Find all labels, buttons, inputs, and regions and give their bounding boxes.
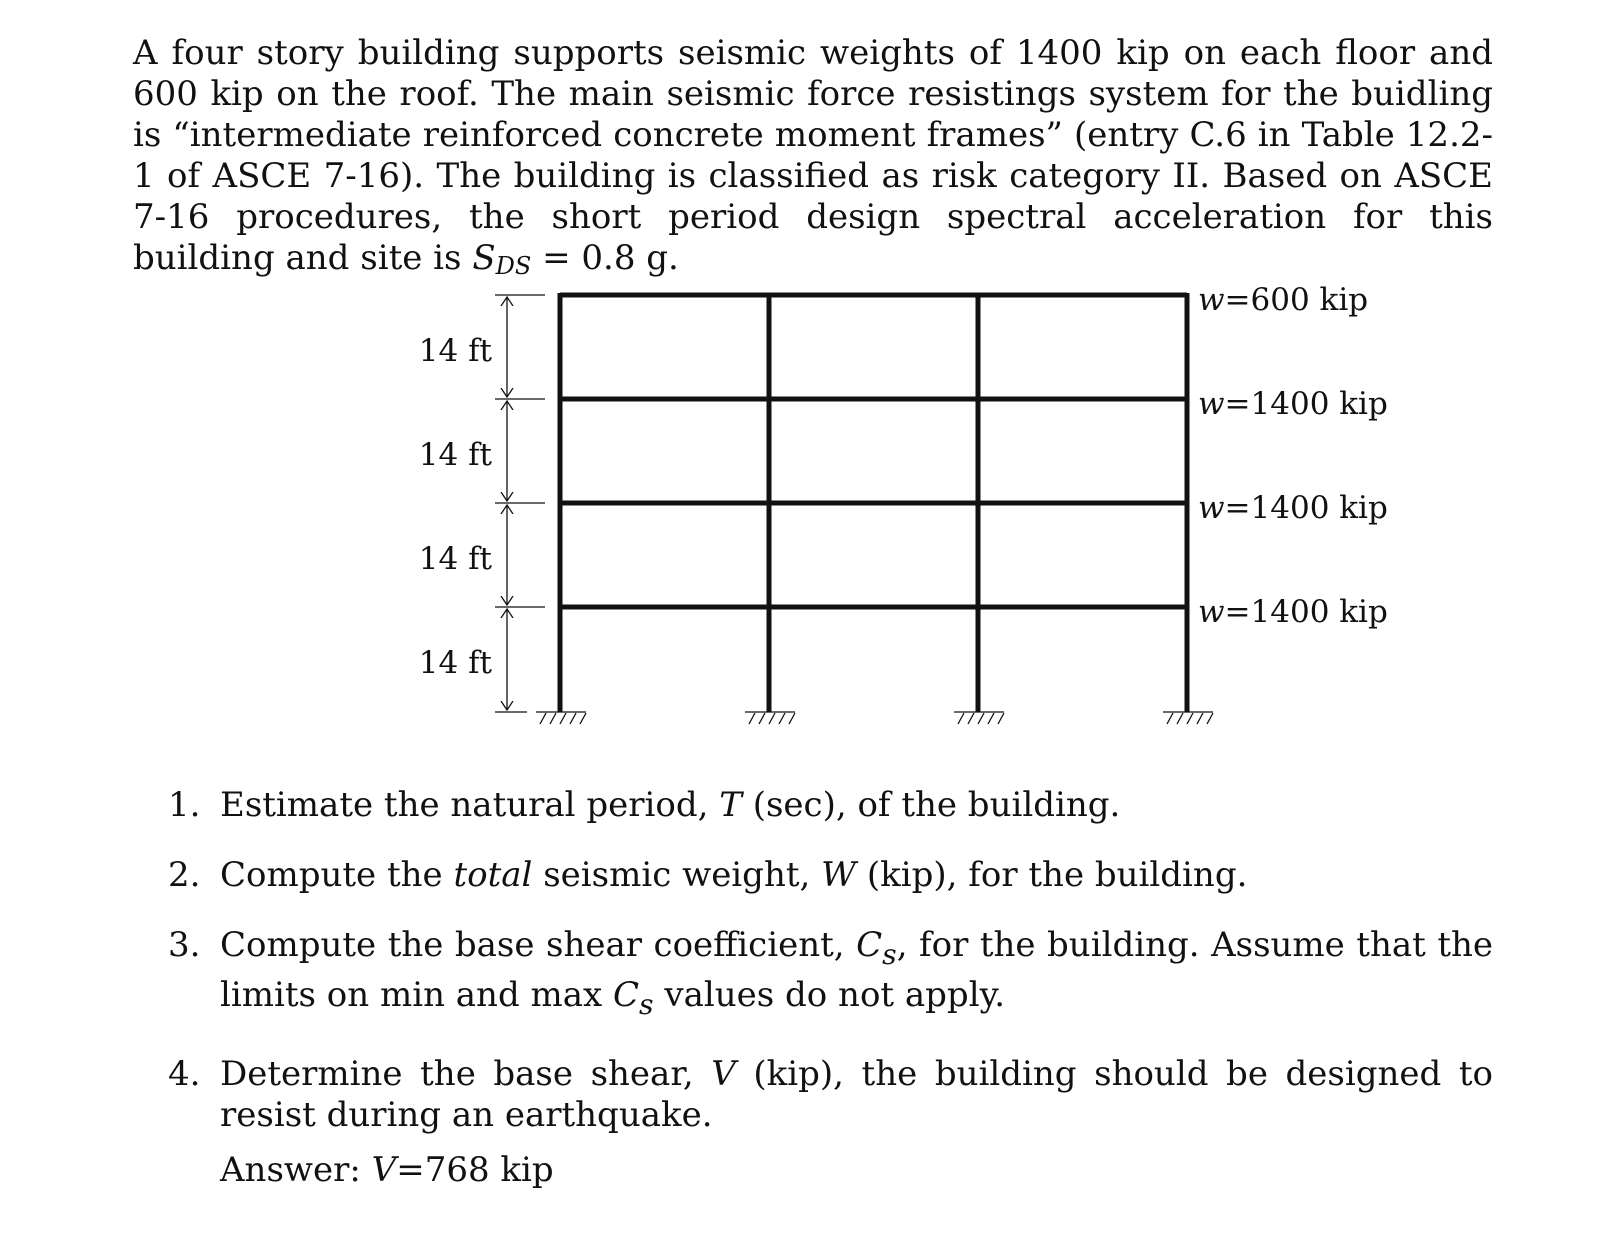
weight-symbol: w	[1198, 594, 1225, 630]
story-height-label: 14 ft	[418, 541, 492, 577]
question-text: , for the building. Assume that the limits on min and max	[220, 925, 1494, 1015]
weight-symbol: w	[1198, 490, 1225, 526]
answer-value: =768 kip	[396, 1149, 554, 1190]
shear-symbol: V	[711, 1053, 736, 1094]
question-number: 4.	[168, 1053, 201, 1094]
question-text: (kip), the building should be designed to resist during an earthquake.	[220, 1053, 1494, 1135]
sds-subscript: DS	[495, 252, 532, 280]
dimension-extension-lines	[495, 295, 545, 712]
weight-label-floor3	[1198, 490, 1388, 526]
answer	[220, 1150, 1493, 1191]
question-text: Estimate the natural period,	[220, 785, 720, 825]
question-list	[168, 785, 1493, 1191]
coefficient-subscript: s	[882, 937, 897, 971]
question-1	[168, 785, 1493, 826]
sds-symbol: S	[472, 238, 496, 278]
question-text: Determine the base shear,	[220, 1053, 712, 1094]
weight-symbol: W	[821, 855, 857, 895]
weight-symbol: w	[1198, 386, 1225, 422]
question-text: Compute the base shear coefficient,	[220, 925, 857, 965]
period-symbol: T	[719, 785, 742, 825]
question-number: 3.	[168, 925, 201, 965]
coefficient-symbol: C	[856, 925, 883, 965]
question-text: Compute the	[220, 855, 454, 895]
story-height-label: 14 ft	[418, 437, 492, 473]
question-3	[168, 925, 1493, 1025]
fixed-support-2	[745, 712, 795, 724]
weight-value: =1400 kip	[1224, 594, 1388, 630]
question-text: (sec), of the building.	[741, 785, 1121, 825]
question-2	[168, 855, 1493, 896]
weight-symbol: w	[1198, 282, 1225, 318]
question-number: 2.	[168, 855, 201, 895]
fixed-support-4	[1163, 712, 1213, 724]
story-height-label: 14 ft	[418, 333, 492, 369]
question-number: 1.	[168, 785, 201, 825]
question-text: seismic weight,	[532, 855, 822, 895]
question-text: values do not apply.	[653, 974, 1006, 1015]
question-text: (kip), for the building.	[856, 855, 1248, 895]
weight-label-floor4	[1198, 386, 1388, 422]
coefficient-symbol: C	[613, 974, 640, 1015]
coefficient-subscript: s	[639, 987, 654, 1021]
weight-value: =1400 kip	[1224, 386, 1388, 422]
sds-value: = 0.8 g.	[531, 238, 679, 278]
weight-label-floor2	[1198, 594, 1388, 630]
fixed-support-1	[536, 712, 586, 724]
shear-symbol: V	[371, 1149, 397, 1190]
emphasis-text: total	[453, 855, 533, 895]
fixed-support-3	[954, 712, 1004, 724]
answer-label: Answer:	[220, 1149, 372, 1190]
weight-value: =1400 kip	[1224, 490, 1388, 526]
question-4	[168, 1054, 1493, 1191]
weight-label-roof	[1198, 282, 1368, 318]
weight-value: =600 kip	[1224, 282, 1369, 318]
problem-text: A four story building supports seismic weights of 1400 kip on each floor and 600 kip on the roof. The main seismic force resistings system for the buidling is “intermediate reinforced concrete moment frames” (entry C.6 in Table 12.2-1 of ASCE 7-16). The building is classified as risk category II. Based on ASCE 7-16 procedures, the short period design spectral acceleration for this building and site is	[133, 33, 1493, 278]
story-height-label: 14 ft	[418, 645, 492, 681]
